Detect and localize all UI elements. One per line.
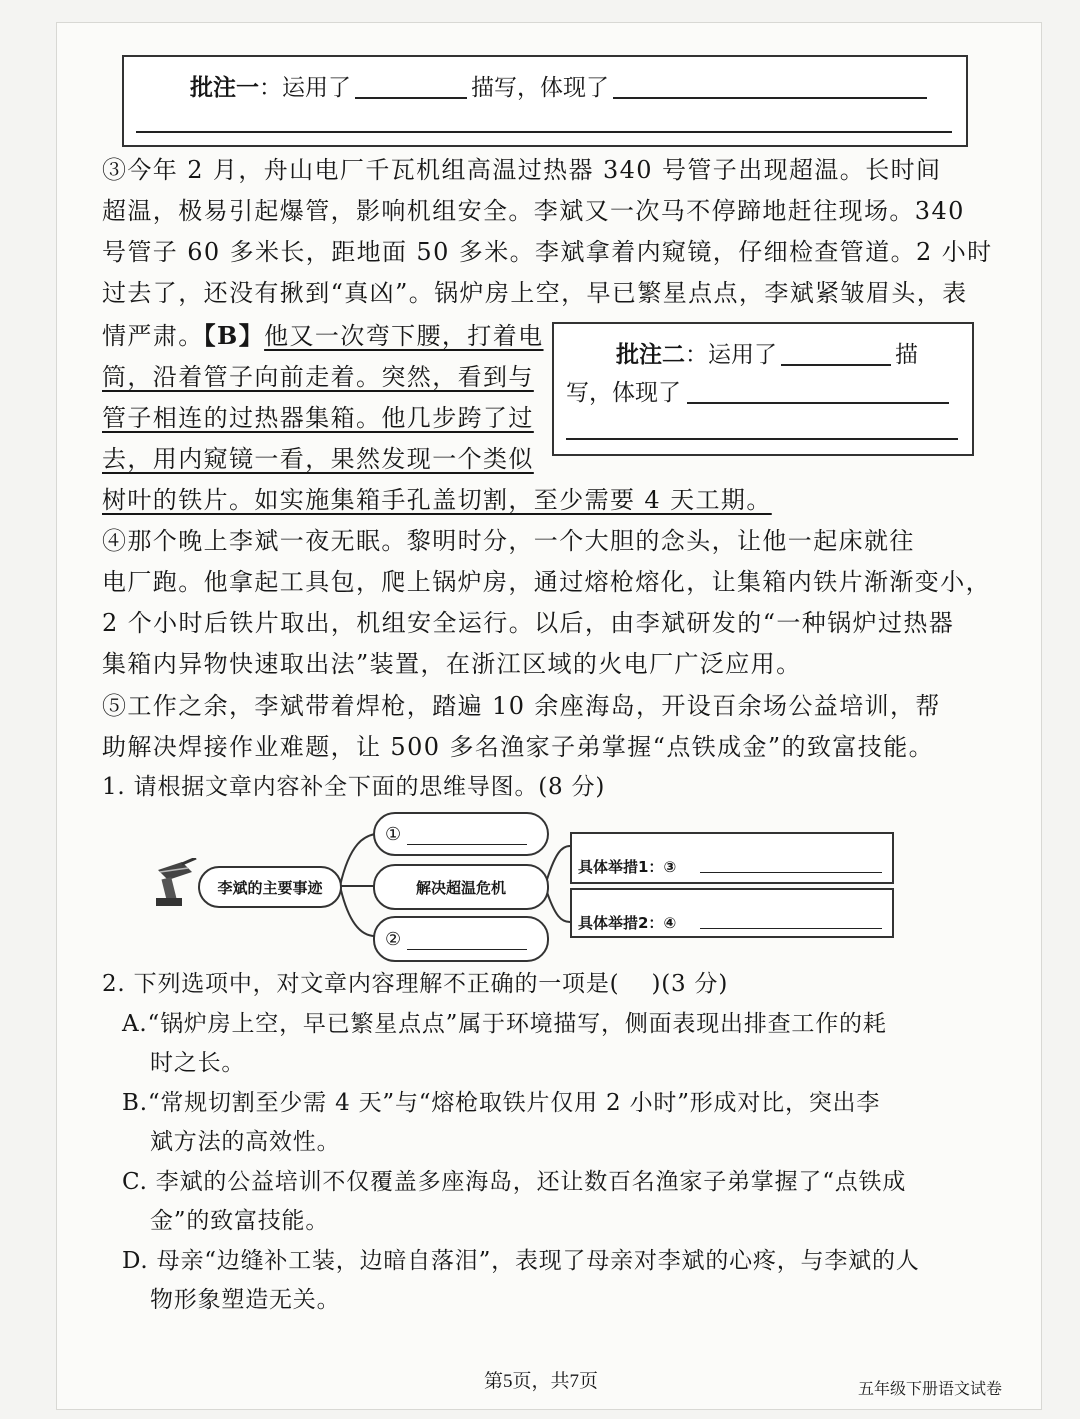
para5-line-1: ⑤工作之余，李斌带着焊枪，踏遍 10 余座海岛，开设百余场公益培训，帮 (102, 692, 941, 720)
underlined-line-1: 筒，沿着管子向前走着。突然，看到与 (102, 363, 534, 391)
annotation-1-blank-1[interactable] (355, 71, 467, 99)
para4-line-2: 电厂跑。他拿起工具包，爬上锅炉房，通过熔枪熔化，让集箱内铁片渐渐变小， (102, 568, 991, 596)
annotation-2-text-b: 描 (895, 342, 918, 368)
para3-line-5-plain: 情严肃。 (102, 322, 204, 350)
option-c-line-2: 金”的致富技能。 (150, 1208, 330, 1234)
underlined-line-3: 去，用内窥镜一看，果然发现一个类似 (102, 445, 534, 473)
para4-line-3: 2 个小时后铁片取出，机组安全运行。以后，由李斌研发的“一种锅炉过热器 (102, 609, 955, 637)
question-1-stem: 1. 请根据文章内容补全下面的思维导图。(8 分) (102, 774, 606, 800)
option-d-line-2: 物形象塑造无关。 (150, 1287, 341, 1313)
annotation-1-text-a: ：运用了 (259, 75, 351, 101)
mind-map-branch-3[interactable] (373, 916, 549, 962)
para4-line-1: ④那个晚上李斌一夜无眠。黎明时分，一个大胆的念头，让他一起床就往 (102, 527, 915, 555)
underlined-passage-start: 他又一次弯下腰，打着电 (264, 322, 544, 350)
annotation-box-2 (552, 322, 974, 456)
underlined-line-2: 管子相连的过热器集箱。他几步跨了过 (102, 404, 534, 432)
para3-last-line (102, 480, 772, 521)
marker-b: 【B】 (203, 321, 265, 350)
question-2-stem (102, 965, 728, 1005)
para5-line-2: 助解决焊接作业难题，让 500 多名渔家子弟掌握“点铁成金”的致富技能。 (102, 733, 935, 761)
option-c-line-1[interactable]: C. 李斌的公益培训不仅覆盖多座海岛，还让数百名渔家子弟掌握了“点铁成 (122, 1169, 907, 1195)
measure-2-label: 具体举措2：④ (578, 914, 677, 932)
branch-1-number: ① (385, 823, 402, 845)
option-d-line-1[interactable]: D. 母亲“边缝补工装，边暗自落泪”，表现了母亲对李斌的心疼，与李斌的人 (122, 1248, 920, 1274)
para3-line-2: 超温，极易引起爆管，影响机组安全。李斌又一次马不停蹄地赶往现场。340 (102, 197, 965, 225)
para3-line-1: ③今年 2 月，舟山电厂千瓦机组高温过热器 340 号管子出现超温。长时间 (102, 156, 942, 184)
para4-line-4: 集箱内异物快速取出法”装置，在浙江区域的火电厂广泛应用。 (102, 650, 802, 678)
underlined-line-4: 树叶的铁片。如实施集箱手孔盖切割，至少需要 4 天工期。 (102, 486, 772, 514)
branch-3-number: ② (385, 928, 402, 950)
annotation-2-text-c: 写，体现了 (566, 380, 681, 406)
option-b-line-1[interactable]: B.“常规切割至少需 4 天”与“熔枪取铁片仅用 2 小时”形成对比，突出李 (122, 1090, 881, 1116)
annotation-2-text-a: ：运用了 (685, 342, 777, 368)
exam-title: 五年级下册语文试卷 (858, 1381, 1003, 1398)
annotation-box-1 (122, 55, 968, 147)
para3-line-4: 过去了，还没有揪到“真凶”。锅炉房上空，早已繁星点点，李斌紧皱眉头，表 (102, 279, 968, 307)
measure-1-label: 具体举措1：③ (578, 858, 677, 876)
mind-map-branch-2: 解决超温危机 (373, 864, 549, 910)
annotation-1-text-b: 描写，体现了 (471, 75, 609, 101)
annotation-2-blank-3[interactable] (566, 438, 958, 440)
question-2-stem-end: )(3 分) (651, 971, 729, 997)
option-a-line-2: 时之长。 (150, 1050, 246, 1076)
mind-map-branch-1[interactable] (373, 812, 549, 856)
para3-line-5 (102, 316, 544, 357)
annotation-1-label: 批注一 (190, 74, 259, 101)
measure-2-blank[interactable] (700, 910, 882, 929)
drill-icon (152, 858, 198, 914)
annotation-1-blank-3[interactable] (136, 131, 952, 133)
para3-line-3: 号管子 60 多米长，距地面 50 多米。李斌拿着内窥镜，仔细检查管道。2 小时 (102, 238, 993, 266)
annotation-2-blank-2[interactable] (687, 376, 949, 404)
mind-map-center: 李斌的主要事迹 (198, 866, 342, 908)
option-b-line-2: 斌方法的高效性。 (150, 1129, 341, 1155)
annotation-1-blank-2[interactable] (613, 71, 927, 99)
option-a-line-1[interactable]: A.“锅炉房上空，早已繁星点点”属于环境描写，侧面表现出排查工作的耗 (122, 1011, 887, 1037)
branch-1-blank[interactable] (407, 824, 527, 845)
page-number: 第5页，共7页 (484, 1371, 599, 1392)
measure-box-1 (570, 832, 894, 884)
measure-box-2 (570, 888, 894, 938)
measure-1-blank[interactable] (700, 854, 882, 873)
annotation-2-label: 批注二 (616, 341, 685, 368)
annotation-2-blank-1[interactable] (781, 338, 891, 366)
branch-3-blank[interactable] (407, 929, 527, 950)
question-2-stem-text: 2. 下列选项中，对文章内容理解不正确的一项是( (102, 971, 620, 997)
